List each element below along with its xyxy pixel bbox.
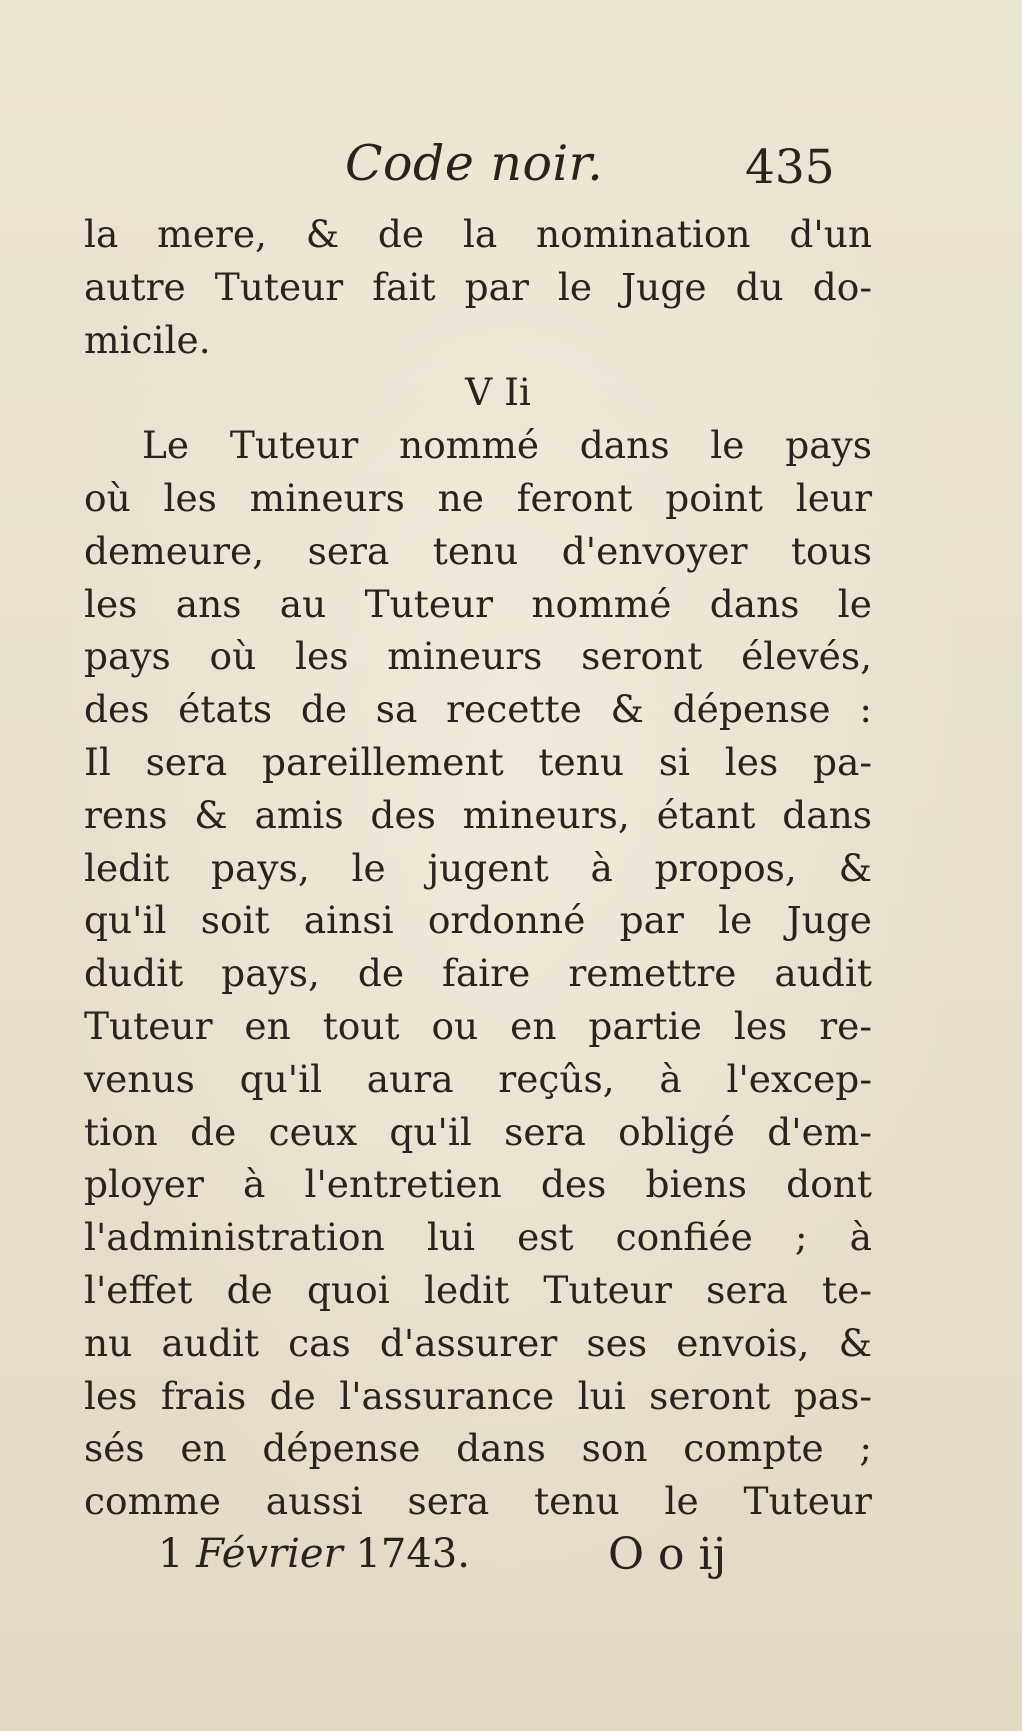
text-line: nu audit cas d'assurer ses envois, & <box>84 1320 872 1365</box>
article-number-heading: V Ii <box>465 370 531 415</box>
text-line: qu'il soit ainsi ordonné par le Juge <box>84 898 872 943</box>
text-line: les ans au Tuteur nommé dans le <box>84 581 872 626</box>
page-header <box>0 135 1022 205</box>
signature-mark: O o ij <box>608 1529 727 1580</box>
date-month: Février <box>196 1531 343 1577</box>
text-line: les frais de l'assurance lui seront pas- <box>84 1373 872 1418</box>
text-line: autre Tuteur fait par le Juge du do- <box>84 264 872 309</box>
page-footer <box>0 1531 1022 1591</box>
text-line: Le Tuteur nommé dans le pays <box>142 423 872 468</box>
text-line: où les mineurs ne feront point leur <box>84 475 872 520</box>
text-line: l'effet de quoi ledit Tuteur sera te- <box>84 1267 872 1312</box>
page-number: 435 <box>745 140 835 195</box>
text-line: demeure, sera tenu d'envoyer tous <box>84 528 872 573</box>
date-day: 1 <box>158 1531 184 1577</box>
text-line: ployer à l'entretien des biens dont <box>84 1162 872 1207</box>
text-line: dudit pays, de faire remettre audit <box>84 951 872 996</box>
text-line: rens & amis des mineurs, étant dans <box>84 792 872 837</box>
text-line: venus qu'il aura reçûs, à l'excep- <box>84 1056 872 1101</box>
date-year: 1743. <box>355 1531 470 1577</box>
text-line: des états de sa recette & dépense : <box>84 687 872 732</box>
text-line: sés en dépense dans son compte ; <box>84 1426 872 1471</box>
text-line: l'administration lui est confiée ; à <box>84 1215 872 1260</box>
running-title: Code noir. <box>345 135 604 192</box>
body-text <box>84 208 872 1528</box>
footer-date <box>158 1531 470 1577</box>
text-line: pays où les mineurs seront élevés, <box>84 634 872 679</box>
text-line: la mere, & de la nomination d'un <box>84 212 872 256</box>
text-line: Il sera pareillement tenu si les pa- <box>84 739 872 784</box>
text-line: tion de ceux qu'il sera obligé d'em- <box>84 1109 872 1154</box>
text-line: ledit pays, le jugent à propos, & <box>84 845 872 890</box>
text-line: Tuteur en tout ou en partie les re- <box>84 1003 872 1048</box>
text-line: micile. <box>84 317 211 362</box>
text-line: comme aussi sera tenu le Tuteur <box>84 1479 872 1524</box>
